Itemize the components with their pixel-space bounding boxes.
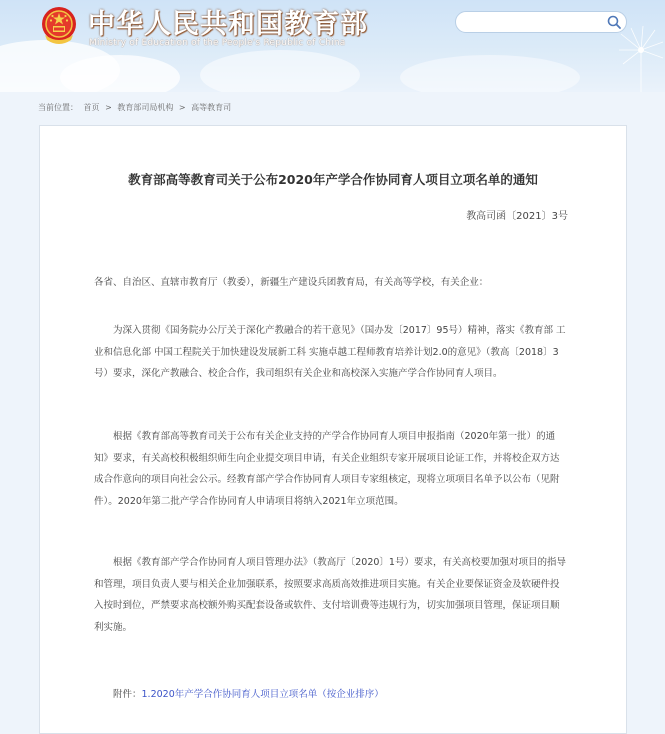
breadcrumb-separator: >: [178, 103, 186, 112]
document-salutation: 各省、自治区、直辖市教育厅（教委），新疆生产建设兵团教育局，有关高等学校，有关企业：: [94, 277, 489, 288]
document-number: 教高司函〔2021〕3号: [466, 211, 568, 222]
site-title[interactable]: 中华人民共和国教育部: [88, 9, 368, 40]
attachment-link[interactable]: 1.2020年产学合作协同育人项目立项名单（按企业排序）: [141, 689, 384, 700]
site-header: [0, 0, 665, 92]
cloud-decoration: [200, 50, 360, 92]
site-subtitle: Ministry of Education of the People's Republic of China: [89, 38, 346, 48]
document-paragraph-3: 根据《教育部产学合作协同育人项目管理办法》（教高厅〔2020〕1号）要求，有关高校要加强对项目的指导和管理，项目负责人要与相关企业加强联系，按照要求高质高效推进项目实施。有关企业要保证资金及软硬件投入按时到位，严禁要求高校额外购买配套设备或软件、支付培训费等违规行为，切实加强项目管理，保证项目顺利实施。: [94, 557, 566, 633]
breadcrumb-item-higher-education[interactable]: 高等教育司: [191, 103, 232, 112]
document-title: 教育部高等教育司关于公布2020年产学合作协同育人项目立项名单的通知: [128, 172, 538, 187]
cloud-decoration: [400, 55, 580, 92]
dandelion-decoration-icon: [605, 20, 665, 92]
breadcrumb-prefix: 当前位置：: [38, 103, 78, 112]
document-paragraph-1: 为深入贯彻《国务院办公厅关于深化产教融合的若干意见》（国办发〔2017〕95号）精神，落实《教育部 工业和信息化部 中国工程院关于加快建设发展新工科 实施卓越工程师教育培养计划2.0的意见》（教高〔2018〕3号）要求，深化产教融合、校企合作，我司组织有关企业和高校深入实施产学合作协同育人项目。: [94, 325, 566, 379]
breadcrumb-separator: >: [105, 103, 112, 112]
search-input[interactable]: [455, 11, 627, 33]
document-paragraph-2: 根据《教育部高等教育司关于公布有关企业支持的产学合作协同育人项目申报指南（2020年第一批）的通知》要求，有关高校积极组织师生向企业提交项目申请，有关企业组织专家开展项目论证工作，并将校企双方达成合作意向的项目向社会公示。经教育部产学合作协同育人项目专家组核定，现将立项项目名单予以公布（见附件）。2020年第二批产学合作协同育人申请项目将纳入2021年立项范围。: [94, 431, 560, 507]
cloud-decoration: [60, 55, 180, 92]
national-emblem-icon[interactable]: [40, 5, 78, 49]
breadcrumb-item-home[interactable]: 首页: [83, 103, 100, 112]
breadcrumb: [38, 102, 234, 113]
attachment-line: [113, 686, 384, 700]
attachment-prefix: 附件：: [113, 689, 142, 700]
breadcrumb-item-department[interactable]: 教育部司局机构: [117, 103, 174, 112]
article-card: [39, 125, 627, 734]
